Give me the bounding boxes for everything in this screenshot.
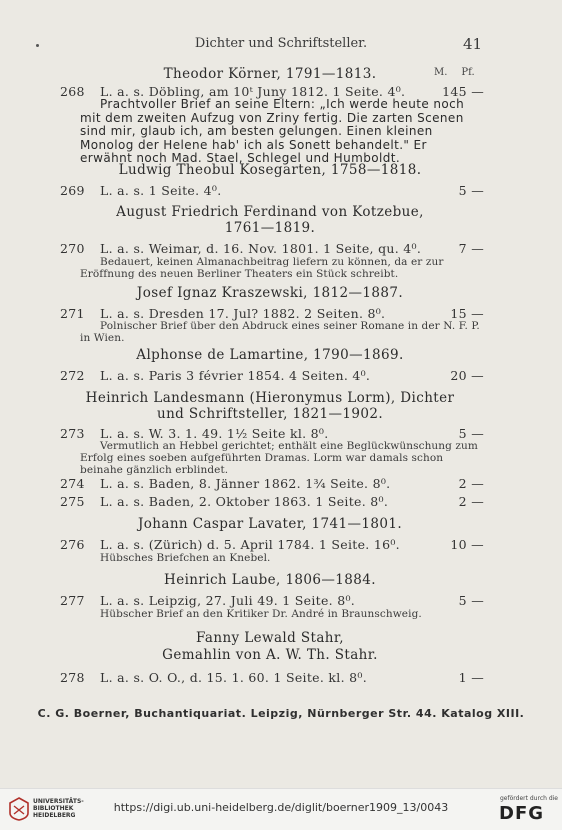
entry-number: 278 [60,670,85,685]
entry-description: L. a. s. O. O., d. 15. 1. 60. 1 Seite. kl. 8⁰. [100,670,367,685]
entry-number: 276 [60,537,85,552]
entry-description: L. a. s. Baden, 8. Jänner 1862. 1¾ Seite. 8⁰. [100,476,391,491]
author-heading: Alphonse de Lamartine, 1790—1869. [136,347,404,363]
entry-note: Hübscher Brief an den Kritiker Dr. André in Braunschweig. [100,608,422,620]
entry-price: 20 — [450,368,484,383]
funding-note: gefördert durch die [500,795,558,802]
library-name-line: UNIVERSITÄTS- [33,798,84,805]
author-heading: Fanny Lewald Stahr, [196,630,344,646]
author-heading: Ludwig Theobul Kosegarten, 1758—1818. [118,162,422,178]
entry-note: Hübsches Briefchen an Knebel. [100,552,271,564]
entry-description: L. a. s. Döbling, am 10ᵗ Juny 1812. 1 Seite. 4⁰. [100,84,406,99]
author-heading: Theodor Körner, 1791—1813. [163,66,377,82]
library-name-line: BIBLIOTHEK [33,805,74,812]
author-heading-cont: 1761—1819. [224,220,316,236]
entry-note: Polnischer Brief über den Abdruck eines seiner Romane in der N. F. P. in Wien. [80,320,480,344]
entry-description: L. a. s. W. 3. 1. 49. 1½ Seite kl. 8⁰. [100,426,329,441]
entry-price: 7 — [458,241,484,256]
dfg-logo[interactable]: DFG [499,803,545,824]
entry-note: Vermutlich an Hebbel gerichtet; enthält eine Beglückwünschung zum Erfolg eines soeben aufgeführten Dramas. Lorm war damals schon beinahe gänzlich erblindet. [80,440,478,476]
entry-number: 275 [60,494,85,509]
entry-description: L. a. s. Baden, 2. Oktober 1863. 1 Seite. 8⁰. [100,494,389,509]
entry-price: 5 — [458,426,484,441]
entry-description: L. a. s. 1 Seite. 4⁰. [100,183,222,198]
entry-description: L. a. s. (Zürich) d. 5. April 1784. 1 Seite. 16⁰. [100,537,400,552]
col-pfennig: Pf. [461,67,475,78]
author-heading-cont: und Schriftsteller, 1821—1902. [156,406,384,422]
author-heading: Johann Caspar Lavater, 1741—1801. [137,516,403,532]
entry-note: Bedauert, keinen Almanachbeitrag liefern zu können, da er zur Eröffnung des neuen Berliner Theaters ein Stück schreibt. [80,256,444,280]
entry-number: 273 [60,426,85,441]
entry-price: 5 — [458,593,484,608]
entry-description: L. a. s. Dresden 17. Jul? 1882. 2 Seiten. 8⁰. [100,306,386,321]
entry-number: 270 [60,241,85,256]
entry-price: 5 — [458,183,484,198]
entry-price: 1 — [458,670,484,685]
entry-number: 277 [60,593,85,608]
entry-price: 10 — [450,537,484,552]
page-number: 41 [463,35,483,53]
author-heading: Heinrich Landesmann (Hieronymus Lorm), Dichter [85,390,455,406]
viewer-footer-bar [0,788,562,830]
entry-price: 2 — [458,476,484,491]
author-heading: Josef Ignaz Kraszewski, 1812—1887. [136,285,404,301]
entry-description: L. a. s. Paris 3 février 1854. 4 Seiten. 4⁰. [100,368,371,383]
author-heading-cont: Gemahlin von A. W. Th. Stahr. [162,647,378,663]
author-heading: August Friedrich Ferdinand von Kotzebue, [116,204,424,220]
entry-number: 269 [60,183,85,198]
document-url-link[interactable]: https://digi.ub.uni-heidelberg.de/diglit/boerner1909_13/0043 [113,801,449,814]
entry-number: 272 [60,368,85,383]
entry-price: 2 — [458,494,484,509]
entry-number: 274 [60,476,85,491]
entry-description: L. a. s. Leipzig, 27. Juli 49. 1 Seite. 8⁰. [100,593,356,608]
header-title: Dichter und Schriftsteller. [194,36,368,51]
entry-description: L. a. s. Weimar, d. 16. Nov. 1801. 1 Seite, qu. 4⁰. [100,241,422,256]
entry-price: 145 — [442,84,484,99]
library-name-line: HEIDELBERG [33,812,76,819]
entry-price: 15 — [450,306,484,321]
page-footer: C. G. Boerner, Buchantiquariat. Leipzig, Nürnberger Str. 44. Katalog XIII. [37,707,525,720]
entry-number: 268 [60,84,85,99]
entry-note: Prachtvoller Brief an seine Eltern: „Ich werde heute noch mit dem zweiten Aufzug von Zriny fertig. Die zarten Scenen sind mir, glaub ich, am besten gelungen. Einen kleinen Monolog der Helene hab' ich als Sonett behandelt." Er erwähnt noch Mad. Stael, Schlegel und Humboldt. [80,97,465,165]
col-mark: M. [434,67,448,78]
author-heading: Heinrich Laube, 1806—1884. [164,572,376,588]
entry-number: 271 [60,306,85,321]
